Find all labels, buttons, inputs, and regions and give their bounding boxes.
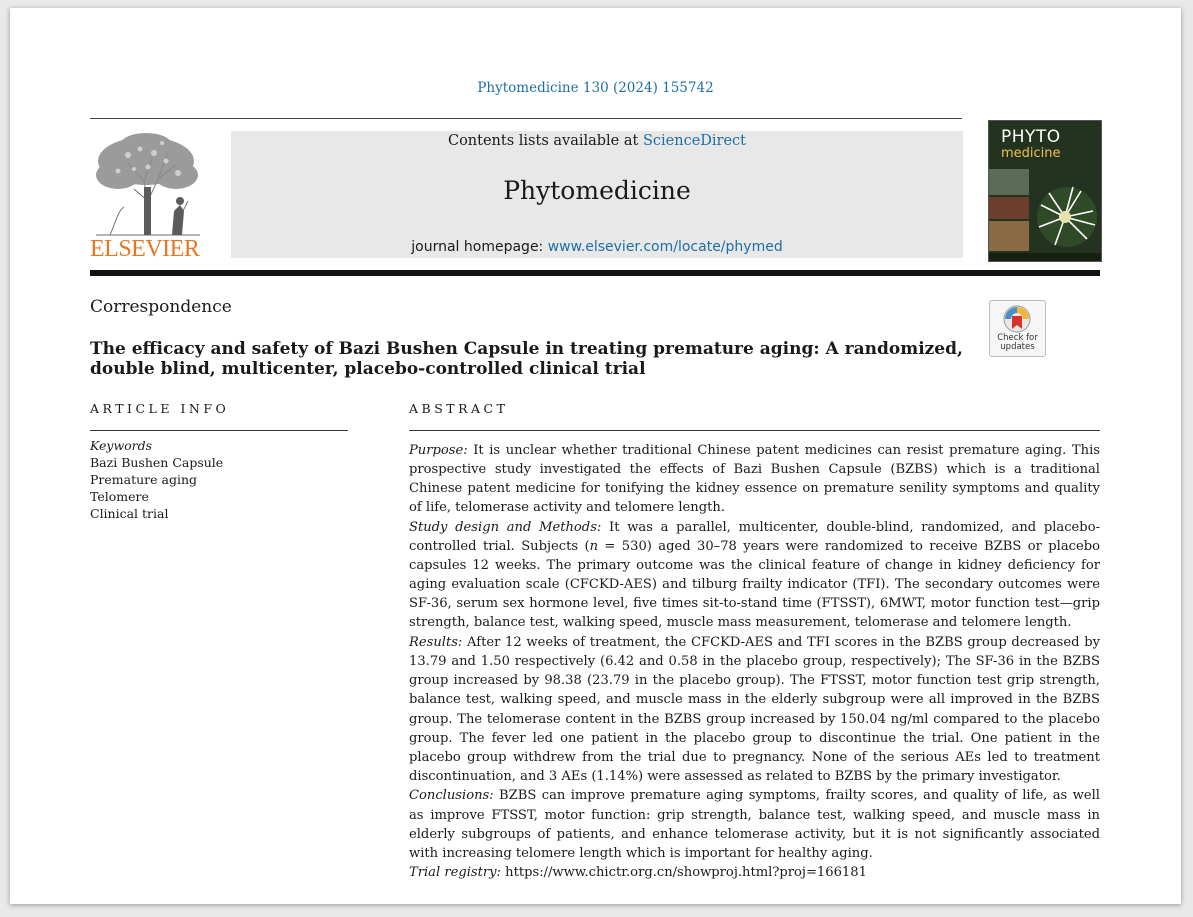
abstract-purpose (409, 441, 1100, 517)
keyword-item[interactable]: Premature aging (90, 472, 198, 487)
article-info-rule (90, 430, 348, 431)
keyword-item[interactable]: Telomere (90, 489, 149, 504)
conclusions-label: Conclusions: (409, 788, 494, 804)
check-updates-line2: updates (1000, 342, 1035, 352)
article-title: The efficacy and safety of Bazi Bushen Capsule in treating premature aging: A randomized, double blind, multicenter, placebo-controlled clinical trial (90, 339, 963, 379)
journal-cover-thumbnail[interactable] (988, 120, 1102, 262)
journal-homepage-line (231, 239, 963, 255)
header-divider (90, 118, 962, 119)
abstract-design (409, 518, 1100, 633)
check-updates-icon (1002, 304, 1032, 334)
keyword-item[interactable]: Clinical trial (90, 506, 169, 521)
abstract-heading: ABSTRACT (409, 401, 509, 416)
cover-title-medicine: medicine (1001, 146, 1061, 161)
article-info-heading: ARTICLE INFO (90, 401, 230, 416)
journal-title: Phytomedicine (503, 176, 691, 205)
purpose-text: It is unclear whether traditional Chinese patent medicines can resist premature aging. This prospective study investigated the effects of Bazi Bushen Capsule (BZBS) which is a traditional Chinese patent medicine for tonifying the kidney essence on premature senility symptoms and quality of life, telomerase activity and telomere length. (409, 443, 1100, 516)
cover-title-phyto: PHYTO (1001, 127, 1061, 147)
keyword-item[interactable]: Bazi Bushen Capsule (90, 455, 224, 470)
abstract-body (409, 441, 1100, 883)
design-n-symbol: n (589, 539, 599, 555)
abstract-rule (409, 430, 1100, 431)
article-type-label: Correspondence (90, 297, 232, 317)
journal-homepage-link[interactable]: www.elsevier.com/locate/phymed (547, 239, 783, 255)
results-text: After 12 weeks of treatment, the CFCKD-AES and TFI scores in the BZBS group decreased by 13.79 and 1.50 respectively (6.42 and 0.58 in the placebo group, respectively); The SF-36 in the BZBS group increased by 98.38 (23.79 in the placebo group). The FTSST, motor function test grip strength, balance test, walking speed, and muscle mass in the elderly subgroup were all improved in the BZBS group. The telomerase content in the BZBS group increased by 150.04 ng/ml compared to the placebo group. The fever led one patient in the placebo group to discontinue the trial. One patient in the placebo group withdrew from the trial due to pregnancy. None of the serious AEs led to treatment discontinuation, and 3 AEs (1.14%) were assessed as related to BZBS by the primary investigator. (409, 635, 1100, 784)
abstract-results (409, 633, 1100, 786)
results-label: Results: (409, 635, 463, 651)
check-updates-label (990, 334, 1045, 352)
abstract-conclusions (409, 786, 1100, 862)
homepage-prefix: journal homepage: (411, 239, 548, 255)
contents-prefix: Contents lists available at (447, 133, 643, 149)
conclusions-text: BZBS can improve premature aging symptoms, frailty scores, and quality of life, as well as improve FTSST, motor function: grip strength, balance test, walking speed, and muscle mass in elderly subgroups of patients, and enhance telomerase activity, but it is not significantly associated with increasing telomere length which is important for healthy aging. (409, 788, 1100, 861)
check-updates-line1: Check for (997, 333, 1038, 343)
journal-citation[interactable]: Phytomedicine 130 (2024) 155742 (477, 80, 714, 96)
keywords-section (90, 437, 340, 522)
tree-icon (88, 131, 206, 239)
purpose-label: Purpose: (409, 443, 468, 458)
sciencedirect-link[interactable]: ScienceDirect (642, 133, 747, 149)
elsevier-wordmark: ELSEVIER (90, 236, 200, 262)
design-label: Study design and Methods: (409, 519, 602, 535)
header-thick-rule (90, 270, 1100, 276)
design-text-a: It was a parallel, multicenter, double-blind, randomized, and placebo-controlled trial. Subjects ( (409, 519, 1100, 555)
keywords-title: Keywords (90, 438, 153, 453)
registry-label: Trial registry: (409, 865, 501, 881)
contents-lists-line (231, 133, 963, 149)
design-text-b: = 530) aged 30–78 years were randomized to receive BZBS or placebo capsules 12 weeks. The primary outcome was the clinical feature of change in kidney deficiency for aging evaluation scale (CFCKD-AES) and tilburg frailty indicator (TFI). The secondary outcomes were SF-36, serum sex hormone level, five times sit-to-stand time (FTSST), 6MWT, motor function test—grip strength, balance test, walking speed, muscle mass measurement, telomerase and telomere length. (409, 539, 1100, 631)
paper-page (10, 8, 1181, 904)
registry-link[interactable]: https://www.chictr.org.cn/showproj.html?proj=166181 (500, 865, 867, 881)
abstract-registry (409, 863, 1100, 882)
check-for-updates-button[interactable] (989, 300, 1046, 357)
